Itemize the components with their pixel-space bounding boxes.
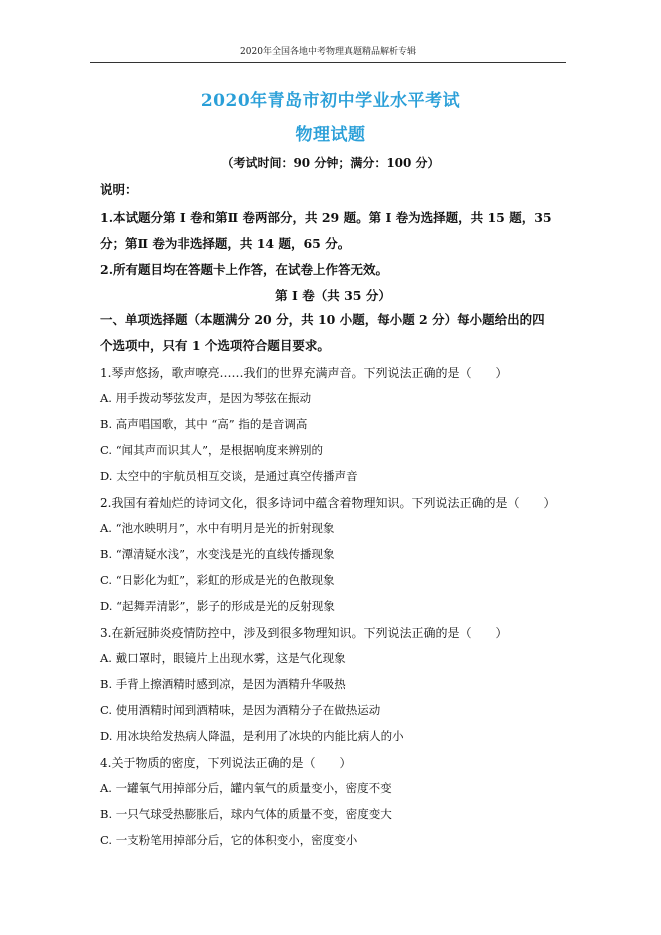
question-4-option-b: B. 一只气球受热膨胀后，球内气体的质量不变，密度变大: [100, 807, 392, 821]
question-4-option-a: A. 一罐氧气用掉部分后，罐内氧气的质量变小，密度不变: [100, 781, 392, 795]
header-divider: [90, 62, 566, 63]
instruction-1-line-1: 1.本试题分第 I 卷和第Ⅱ 卷两部分，共 29 题。第 I 卷为选择题，共 15 题，35: [100, 210, 552, 225]
exam-title: 2020年青岛市初中学业水平考试: [200, 91, 461, 111]
question-3-option-a: A. 戴口罩时，眼镜片上出现水雾，这是气化现象: [100, 651, 346, 665]
running-header: 2020年全国各地中考物理真题精品解析专辑: [240, 47, 416, 57]
question-3-option-b: B. 手背上擦酒精时感到凉，是因为酒精升华吸热: [100, 677, 346, 691]
question-3-option-c: C. 使用酒精时闻到酒精味，是因为酒精分子在做热运动: [100, 703, 381, 717]
question-4-option-c: C. 一支粉笔用掉部分后，它的体积变小，密度变小: [100, 833, 358, 847]
question-2-option-a: A. “池水映明月”，水中有明月是光的折射现象: [100, 521, 335, 535]
section-heading-line-2: 个选项中，只有 1 个选项符合题目要求。: [100, 338, 330, 353]
question-4-stem: 4.关于物质的密度，下列说法正确的是（ ）: [100, 756, 352, 770]
question-3-stem: 3.在新冠肺炎疫情防控中，涉及到很多物理知识。下列说法正确的是（ ）: [100, 626, 508, 640]
instruction-1-line-2: 分；第Ⅱ 卷为非选择题，共 14 题，65 分。: [100, 236, 351, 251]
instructions-heading: 说明：: [100, 182, 138, 197]
question-1-stem: 1.琴声悠扬，歌声嘹亮……我们的世界充满声音。下列说法正确的是（ ）: [100, 366, 508, 380]
question-2-option-c: C. “日影化为虹”，彩虹的形成是光的色散现象: [100, 573, 335, 587]
question-2-option-b: B. “潭清疑水浅”，水变浅是光的直线传播现象: [100, 547, 335, 561]
exam-time-score: （考试时间：90 分钟；满分：100 分）: [221, 156, 440, 170]
question-1-option-d: D. 太空中的宇航员相互交谈，是通过真空传播声音: [100, 469, 358, 483]
part-1-title: 第 I 卷（共 35 分）: [275, 288, 391, 303]
question-3-option-d: D. 用冰块给发热病人降温，是利用了冰块的内能比病人的小: [100, 729, 404, 743]
section-heading-line-1: 一、单项选择题（本题满分 20 分，共 10 小题，每小题 2 分）每小题给出的四: [100, 312, 545, 327]
question-2-option-d: D. “起舞弄清影”，影子的形成是光的反射现象: [100, 599, 335, 613]
instruction-2: 2.所有题目均在答题卡上作答，在试卷上作答无效。: [100, 262, 389, 277]
question-1-option-b: B. 高声唱国歌，其中 “高” 指的是音调高: [100, 417, 308, 431]
question-2-stem: 2.我国有着灿烂的诗词文化，很多诗词中蕴含着物理知识。下列说法正确的是（ ）: [100, 496, 556, 510]
question-1-option-c: C. “闻其声而识其人”，是根据响度来辨别的: [100, 443, 323, 457]
subject-title: 物理试题: [295, 125, 366, 145]
question-1-option-a: A. 用手拨动琴弦发声，是因为琴弦在振动: [100, 391, 312, 405]
